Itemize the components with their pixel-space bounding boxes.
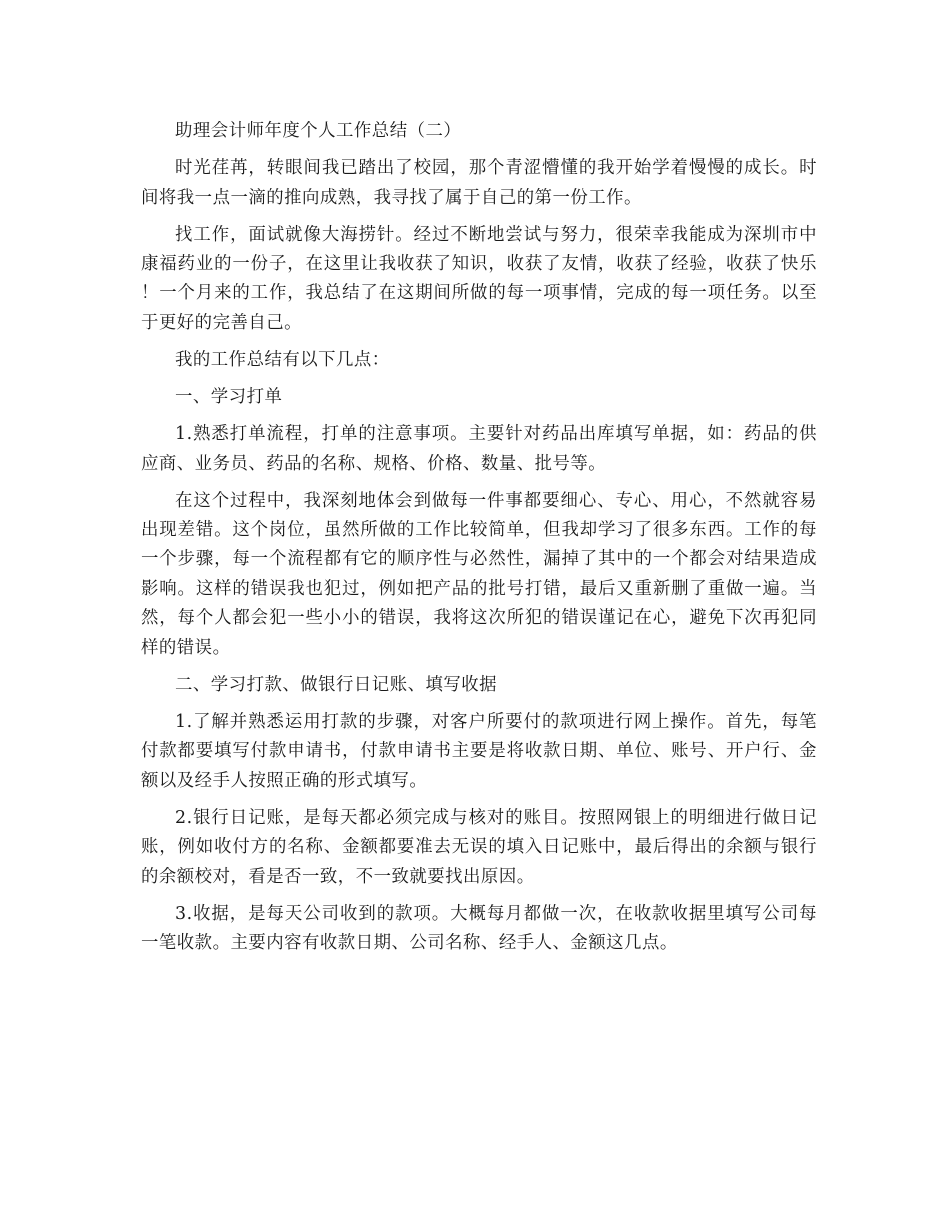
document-page [141, 117, 817, 966]
section-heading-1: 一、学习打单 [175, 387, 283, 407]
paragraph-reflection: 在这个过程中，我深刻地体会到做每一件事都要细心、专心、用心，不然就容易出现差错。这个岗位，虽然所做的工作比较简单，但我却学习了很多东西。工作的每一个步骤，每一个流程都有它的顺序性与必然性，漏掉了其中的一个都会对结果造成影响。这样的错误我也犯过，例如把产品的批号打错，最后又重新删了重做一遍。当然，每个人都会犯一些小小的错误，我将这次所犯的错误谨记在心，避免下次再犯同样的错误。 [141, 490, 817, 658]
paragraph-summary-lead: 我的工作总结有以下几点： [175, 349, 390, 370]
paragraph-job-search: 找工作，面试就像大海捞针。经过不断地尝试与努力，很荣幸我能成为深圳市中康福药业的一份子，在这里让我收获了知识，收获了友情，收获了经验，收获了快乐！一个月来的工作，我总结了在这期间所做的每一项事情，完成的每一项任务。以至于更好的完善自己。 [141, 224, 817, 333]
document-title: 助理会计师年度个人工作总结（二） [175, 121, 462, 141]
paragraph-2-2: 2.银行日记账，是每天都必须完成与核对的账目。按照网银上的明细进行做日记账，例如收付方的名称、金额都要准去无误的填入日记账中，最后得出的余额与银行的余额校对，看是否一致，不一致就要找出原因。 [141, 807, 817, 887]
paragraph-2-3: 3.收据，是每天公司收到的款项。大概每月都做一次，在收款收据里填写公司每一笔收款。主要内容有收款日期、公司名称、经手人、金额这几点。 [141, 903, 817, 954]
paragraph-2-1: 1.了解并熟悉运用打款的步骤，对客户所要付的款项进行网上操作。首先，每笔付款都要填写付款申请书，付款申请书主要是将收款日期、单位、账号、开户行、金额以及经手人按照正确的形式填写。 [141, 711, 817, 791]
section-heading-2: 二、学习打款、做银行日记账、填写收据 [175, 674, 498, 695]
paragraph-intro: 时光荏苒，转眼间我已踏出了校园，那个青涩懵懂的我开始学着慢慢的成长。时间将我一点一滴的推向成熟，我寻找了属于自己的第一份工作。 [141, 158, 817, 208]
paragraph-1-1: 1.熟悉打单流程，打单的注意事项。主要针对药品出库填写单据，如：药品的供应商、业务员、药品的名称、规格、价格、数量、批号等。 [141, 424, 817, 474]
